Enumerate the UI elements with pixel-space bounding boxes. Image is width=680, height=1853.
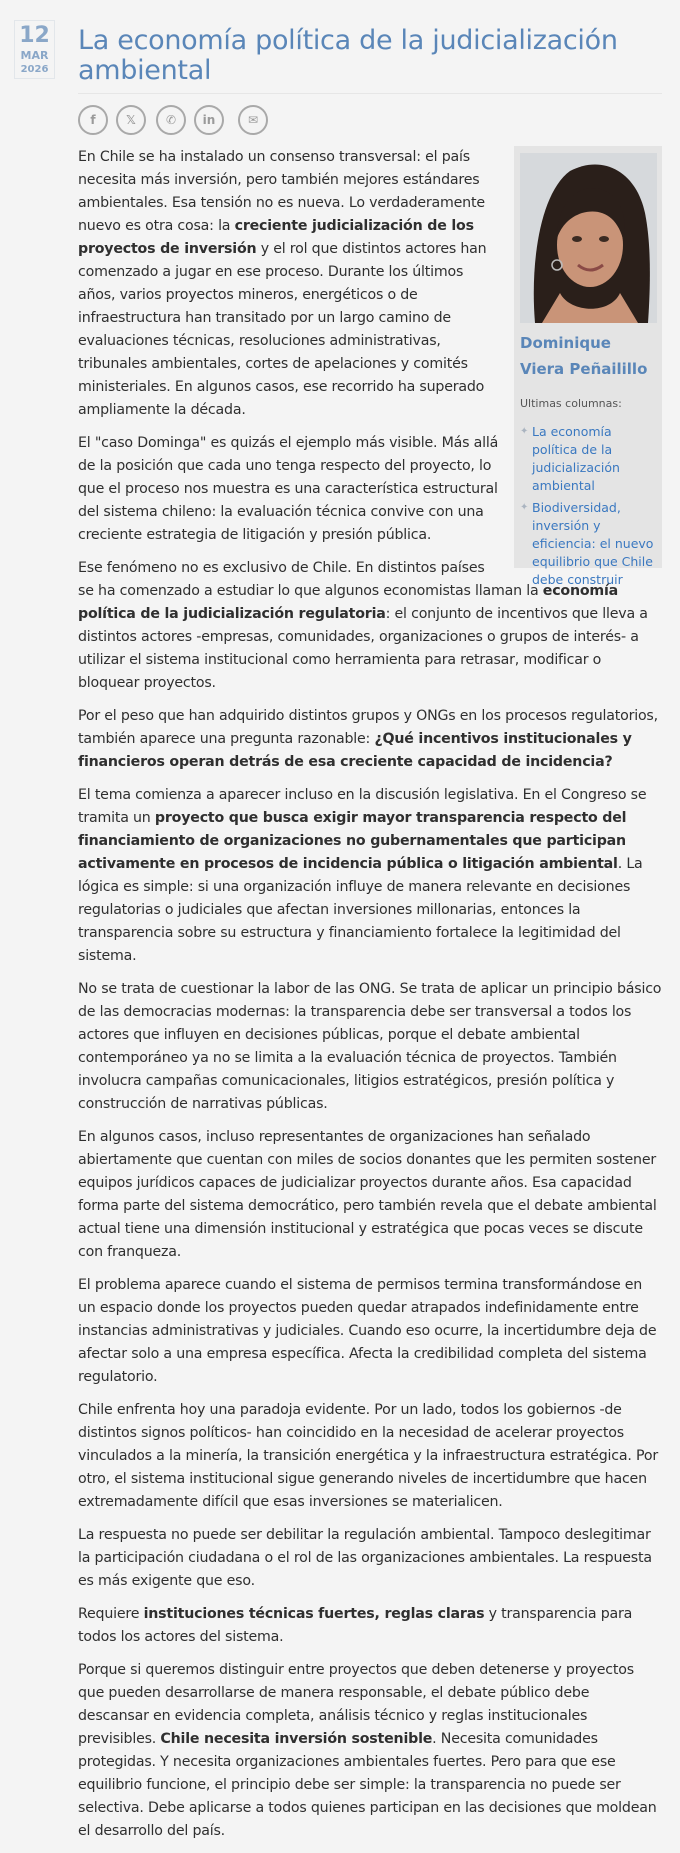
- text-segment: . Necesita comunidades protegidas. Y necesita organizaciones ambientales fuertes. Pero para que ese equilibrio funcione, el principio debe ser simple: la transparencia no puede ser selectiva. Debe aplicarse a todos quienes participan en las decisiones que moldean el desarrollo del país.: [78, 1731, 657, 1839]
- article-paragraph: [78, 1126, 662, 1264]
- email-share-button[interactable]: [238, 105, 268, 135]
- text-segment: Por el peso que han adquirido distintos grupos y ONGs en los procesos regulatorios, también aparece una pregunta razonable:: [78, 708, 658, 747]
- text-segment: Ese fenómeno no es exclusivo de Chile. En distintos países se ha comenzado a estudiar lo que algunos economistas llaman la: [78, 560, 543, 599]
- whatsapp-share-button[interactable]: [156, 105, 186, 135]
- article-paragraph: [78, 557, 662, 695]
- article-paragraph: [78, 1603, 662, 1649]
- text-segment: En Chile se ha instalado un consenso transversal: el país necesita más inversión, pero también mejores estándares ambientales. Esa tensión no es nueva. Lo verdaderamente nuevo es otra cosa: la: [78, 149, 485, 234]
- date-year: 2026: [20, 64, 49, 75]
- text-segment: Chile enfrenta hoy una paradoja evidente. Por un lado, todos los gobiernos -de distintos signos políticos- han coincidido en la necesidad de acelerar proyectos vinculados a la minería, la transición energética y la infraestructura estratégica. Por otro, el sistema institucional sigue generando niveles de incertidumbre que hacen extremadamente difícil que esas inversiones se materialicen.: [78, 1402, 658, 1510]
- column-link-label[interactable]: Biodiversidad, inversión y eficiencia: el nuevo equilibrio que Chile debe construir: [532, 500, 654, 587]
- article-paragraph: [78, 705, 662, 774]
- text-segment: El "caso Dominga" es quizás el ejemplo más visible. Más allá de la posición que cada uno tenga respecto del proyecto, lo que el proceso nos muestra es una característica estructural del sistema chileno: la evaluación técnica convive con una creciente estrategia de litigación y presión pública.: [78, 435, 499, 543]
- bold-text: ¿Qué incentivos institucionales y financieros operan detrás de esa creciente capacidad de incidencia?: [78, 731, 632, 770]
- bullet-icon: ✦: [520, 502, 529, 513]
- bold-text: instituciones técnicas fuertes, reglas claras: [143, 1606, 485, 1622]
- text-segment: . La lógica es simple: si una organización influye de manera relevante en decisiones regulatorias o judiciales que afectan inversiones millonarias, entonces la transparencia sobre su estructura y financiamiento fortalece la legitimidad del sistema.: [78, 856, 643, 964]
- text-segment: y transparencia para todos los actores del sistema.: [78, 1606, 633, 1645]
- bullet-icon: ✦: [520, 426, 529, 437]
- text-segment: En algunos casos, incluso representantes de organizaciones han señalado abiertamente que cuentan con miles de socios donantes que les permiten sostener equipos jurídicos capaces de judicializar proyectos durante años. Esa capacidad forma parte del sistema democrático, pero también revela que el debate ambiental actual tiene una dimensión institucional y estratégica que pocas veces se discute con franqueza.: [78, 1129, 657, 1260]
- facebook-icon: f: [90, 113, 96, 127]
- bold-text: economía política de la judicialización regulatoria: [78, 583, 619, 622]
- text-segment: y el rol que distintos actores han comenzado a jugar en ese proceso. Durante los últimos años, varios proyectos mineros, energéticos o de infraestructura han transitado por un largo camino de evaluaciones técnicas, resoluciones administrativas, tribunales ambientales, cortes de apelaciones y comités ministeriales. En algunos casos, ese recorrido ha superado ampliamente la década.: [78, 241, 487, 418]
- sidebar-spacer: [504, 146, 662, 568]
- date-month: MAR: [20, 49, 49, 62]
- bold-text: Chile necesita inversión sostenible: [160, 1731, 433, 1747]
- article-paragraph: [78, 978, 662, 1116]
- article-body: [78, 146, 662, 1853]
- text-segment: La respuesta no puede ser debilitar la regulación ambiental. Tampoco deslegitimar la participación ciudadana o el rol de las organizaciones ambientales. La respuesta es más exigente que eso.: [78, 1527, 652, 1589]
- text-segment: El problema aparece cuando el sistema de permisos termina transformándose en un espacio donde los proyectos pueden quedar atrapados indefinidamente entre instancias administrativas y judiciales. Cuando eso ocurre, la incertidumbre deja de afectar solo a una empresa específica. Afecta la credibilidad completa del sistema regulatorio.: [78, 1277, 657, 1385]
- date-day: 12: [19, 23, 50, 48]
- article-paragraph: [78, 1524, 662, 1593]
- text-segment: El tema comienza a aparecer incluso en la discusión legislativa. En el Congreso se tramita un: [78, 787, 647, 826]
- article-paragraph: [78, 784, 662, 968]
- article-paragraph: [78, 1274, 662, 1389]
- x-icon: 𝕏: [126, 113, 136, 127]
- article-paragraph: [78, 1659, 662, 1843]
- title-divider: [78, 93, 662, 94]
- text-segment: Requiere: [78, 1606, 144, 1622]
- article-title: La economía política de la judicialización ambiental: [78, 25, 618, 86]
- facebook-share-button[interactable]: [78, 105, 108, 135]
- text-segment: Porque si queremos distinguir entre proyectos que deben detenerse y proyectos que pueden desarrollarse de manera responsable, el debate público debe descansar en evidencia completa, análisis técnico y reglas institucionales previsibles.: [78, 1662, 634, 1747]
- article-paragraph: [78, 1399, 662, 1514]
- columns-label: Ultimas columnas:: [520, 397, 622, 410]
- email-icon: ✉: [247, 113, 259, 127]
- author-name[interactable]: Dominique Viera Peñailillo: [520, 334, 648, 378]
- column-link-label[interactable]: La economía política de la judicialización ambiental: [532, 424, 620, 493]
- whatsapp-icon: ✆: [165, 113, 177, 127]
- bold-text: proyecto que busca exigir mayor transparencia respecto del financiamiento de organizaciones no gubernamentales que participan activamente en procesos de incidencia pública o litigación ambiental: [78, 810, 627, 872]
- text-segment: : el conjunto de incentivos que lleva a distintos actores -empresas, comunidades, organizaciones o grupos de interés- a utilizar el sistema institucional como herramienta para retrasar, modificar o bloquear proyectos.: [78, 606, 648, 691]
- x-share-button[interactable]: [116, 105, 146, 135]
- bold-text: creciente judicialización de los proyectos de inversión: [78, 218, 474, 257]
- linkedin-icon: in: [202, 113, 216, 127]
- linkedin-share-button[interactable]: [194, 105, 224, 135]
- text-segment: No se trata de cuestionar la labor de las ONG. Se trata de aplicar un principio básico de las democracias modernas: la transparencia debe ser transversal a todos los actores que influyen en decisiones públicas, porque el debate ambiental contemporáneo ya no se limita a la evaluación técnica de proyectos. También involucra campañas comunicacionales, litigios estratégicos, presión política y construcción de narrativas públicas.: [78, 981, 662, 1112]
- date-badge: [14, 20, 55, 79]
